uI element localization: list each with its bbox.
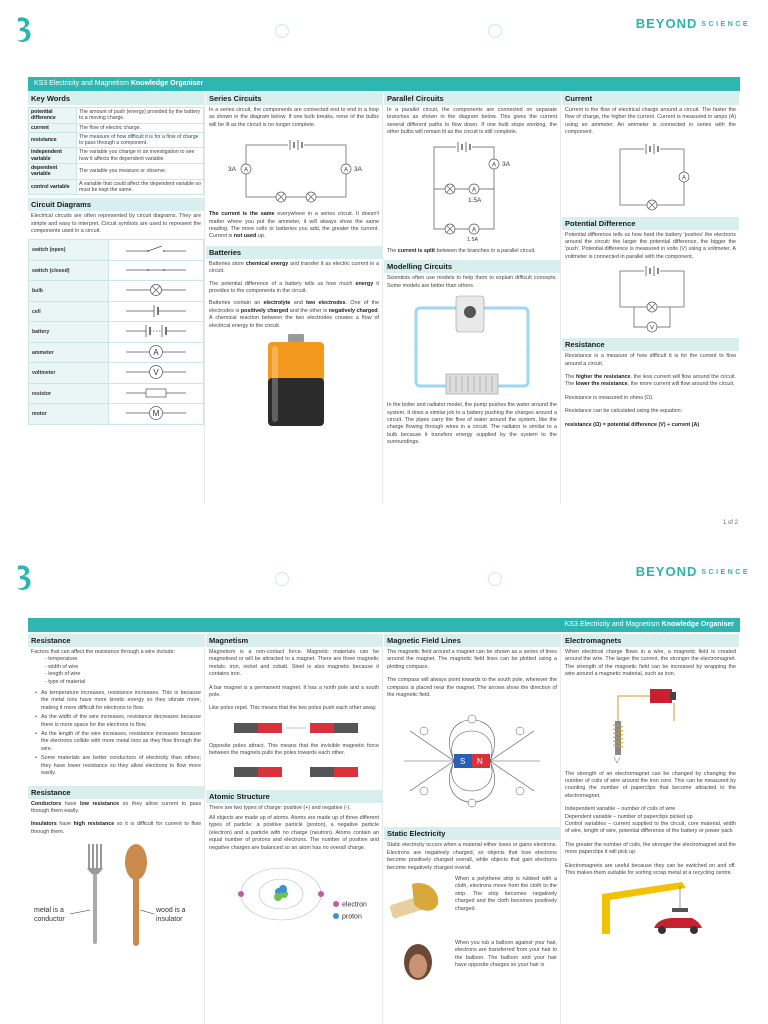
- parallel-circuit-diagram: [384, 139, 561, 237]
- resistance-factor-item: - length of wire: [45, 671, 81, 678]
- key-word-row: [29, 108, 204, 124]
- voltmeter-symbol-icon: [109, 363, 204, 384]
- section-title: Resistance: [28, 786, 204, 799]
- column-key-words: [28, 92, 205, 504]
- svg-text:A: A: [471, 187, 477, 194]
- circuit-symbol-name: bulb: [29, 281, 109, 302]
- circuit-symbol-row: [29, 281, 204, 302]
- section-title: Potential Difference: [562, 217, 739, 230]
- static-balloon-row: [384, 938, 560, 990]
- svg-text:A: A: [491, 162, 497, 169]
- electron-legend-icon: [333, 901, 339, 907]
- resistance-text: Resistance is a measure of how difficult it is for the current to flow around a circuit. The higher the resistance, the less current will flow around the circuit. The lower the resistance, the more current will flow around the circuit. Resistance is measured in ohms (Ω). Resistance can be calculated using the equation: resistance (Ω) = potential difference (V) ÷ current (A): [565, 353, 737, 428]
- svg-text:V: V: [153, 368, 159, 378]
- electromagnet-illustration: [562, 681, 739, 769]
- switch-closed-symbol-icon: [109, 260, 204, 281]
- key-word-term: control variable: [29, 179, 77, 195]
- atom-diagram: [206, 854, 383, 922]
- atomic-text: There are two types of charge: positive (+) and negative (-). All objects are made up of atoms. Atoms are made up of three different types of particle: a positive particle (proton), a negative particle (electron) and a particle with no charge (neutron). Atoms contain an equal number of protons and electrons. The number of positive and negative charges are balanced so an atom has no overall charge.: [209, 804, 379, 851]
- key-words-table: [28, 107, 204, 195]
- decorative-circle: [488, 572, 502, 586]
- boiler-radiator-model-diagram: [384, 292, 561, 400]
- page2-grid: [28, 634, 740, 1024]
- ammeter-symbol-icon: [109, 342, 204, 363]
- ammeter-circuit-diagram: [562, 139, 739, 211]
- parallel-text-2: The current is split between the branches in a parallel circuit.: [387, 248, 536, 255]
- section-title: Series Circuits: [206, 92, 382, 105]
- key-word-term: independent variable: [29, 148, 77, 164]
- svg-text:conductor: conductor: [34, 916, 65, 924]
- potential-difference-text: Potential difference tells us how hard the battery 'pushes' the electrons around the circuit: the larger the potential difference, the bigger the 'push'. Potential difference is measured in volts (V) using a voltmeter. A voltmeter is connected in parallel with the component.: [565, 231, 736, 260]
- svg-text:electron: electron: [342, 901, 367, 909]
- circuit-symbol-row: [29, 301, 204, 322]
- modelling-text: Scientists often use models to help them to explain difficult concepts. Some models are better than others.: [387, 275, 557, 289]
- key-word-term: resistance: [29, 132, 77, 148]
- batteries-text: Batteries store chemical energy and transfer it as electric current in a circuit. The potential difference of a battery tells us how much energy it provides to the components in the circuit. Batteries contain an electrolyte and two electrodes. One of the electrodes is positively charged and the other is negatively charged. A chemical reaction between the two electrodes creates a flow of electrical energy to the circuit.: [209, 260, 380, 329]
- resistance-factor-item: - temperature: [45, 656, 78, 663]
- static-text-3: When you rub a balloon against your hair, electrons are transferred from your hair to the balloon. The balloon and your hair have opposite charges so your hair is: [455, 940, 557, 969]
- column-resistance: [28, 634, 205, 1024]
- circuit-symbol-name: resistor: [29, 383, 109, 404]
- page-banner: KS3 Electricity and Magnetism Knowledge Organiser: [28, 618, 740, 632]
- modelling-text-2: In the boiler and radiator model, the pump pushes the water around the system. It does a similar job to a battery pushing the charges around a circuit. The pipes carry the flow of water around the system, like the charge flowing through wires in a circuit. The radiator is similar to a bulb because it transfers energy supplied by the system to the surroundings.: [387, 402, 557, 446]
- key-word-term: current: [29, 123, 77, 132]
- key-word-definition: The variable you measure or observe.: [77, 164, 204, 180]
- svg-text:A: A: [153, 347, 159, 357]
- decorative-circle: [275, 572, 289, 586]
- balloon-hair-illustration: [384, 938, 452, 990]
- electromagnets-text-2: The strength of an electromagnet can be changed by changing the number of coils of wire around the iron core. This can be measured by counting the number of paperclips that become attracted to the electromagnet. Independent variable – number of coils of wire Dependent variable – number of paperclips picked up Control variables – current supplied to the circuit, core material, width of wire, length of wire, potential difference of the battery or power pack The greater the number of coils, the stronger the electromagnet and the more paperclips it will pick up. Electromagnets are useful because they can be switched on and off. This makes them suitable for sorting scrap metal at a recycling centre.: [565, 770, 736, 877]
- fork-spoon-illustration: [28, 838, 205, 948]
- wooden-spoon-icon: [125, 844, 147, 946]
- section-title: Batteries: [206, 246, 382, 259]
- svg-text:proton: proton: [342, 913, 362, 921]
- column-electromagnets: [562, 634, 739, 1024]
- circuit-symbol-name: battery: [29, 322, 109, 343]
- beyond-logo-icon: [14, 564, 34, 592]
- magnets-repel-diagram: [206, 715, 383, 741]
- static-text: Static electricity occurs when a material either loses or gains electrons. Electrons are negatively charged, so objects that lose electrons become positively charged overall, while objects that gain electrons become negatively charged overall.: [387, 842, 557, 871]
- key-word-definition: The measure of how difficult it is for a flow of charge to pass through a component.: [77, 132, 204, 148]
- key-word-term: potential difference: [29, 108, 77, 124]
- svg-text:M: M: [152, 409, 160, 419]
- section-title: Resistance: [28, 634, 204, 647]
- page-2: [0, 548, 768, 1024]
- key-word-definition: A variable that could affect the dependent variable so must be kept the same.: [77, 179, 204, 195]
- key-word-row: [29, 148, 204, 164]
- brand-logo: BEYOND SCIENCE: [635, 564, 750, 579]
- section-title: Static Electricity: [384, 827, 560, 840]
- battery-symbol-icon: [109, 322, 204, 343]
- series-text-2: The current is the same everywhere in a series circuit. It doesn't matter where you put the ammeter, it will always show the same reading. The more cells or batteries you add, the greater the current. Current is not used up.: [209, 211, 379, 240]
- bulb-symbol-icon: [109, 281, 204, 302]
- magnets-attract-diagram: [206, 760, 383, 784]
- circuit-diagrams-intro: Electrical circuits are often represented by circuit diagrams. They are simple and easy to interpret. Circuit symbols are used to represent the components used in a circuit.: [31, 213, 201, 235]
- brand-logo: BEYOND SCIENCE: [635, 16, 750, 31]
- column-series: [206, 92, 383, 504]
- battery-illustration: [206, 332, 383, 432]
- svg-text:A: A: [471, 227, 477, 234]
- section-title: Parallel Circuits: [384, 92, 560, 105]
- circuit-symbol-row: [29, 383, 204, 404]
- key-word-row: [29, 164, 204, 180]
- section-title: Magnetic Field Lines: [384, 634, 560, 647]
- resistance-factor-item: - width of wire: [45, 663, 79, 670]
- parallel-branch1-current-label: 1.5A: [468, 196, 482, 204]
- resistor-symbol-icon: [109, 383, 204, 404]
- fork-icon: [87, 844, 103, 944]
- svg-text:A: A: [681, 175, 687, 182]
- voltmeter-circuit-diagram: [562, 263, 739, 335]
- circuit-symbol-row: [29, 322, 204, 343]
- parallel-main-current-label: 3A: [502, 160, 510, 168]
- page-banner: KS3 Electricity and Magnetism Knowledge Organiser: [28, 77, 740, 91]
- section-title: Key Words: [28, 92, 204, 105]
- resistance-factor-item: - type of material: [45, 678, 86, 685]
- circuit-symbol-row: [29, 342, 204, 363]
- key-word-definition: The variable you change in an investigation to see how it affects the dependent variable.: [77, 148, 204, 164]
- south-pole-label: S: [460, 757, 466, 767]
- electromagnets-text: When electrical charge flows in a wire, a magnetic field is created around the wire. The larger the current, the stronger the electromagnet. The strength of the magnetic field can be increased by wrapping the wire around a magnetic material, such as iron.: [565, 649, 736, 678]
- resistance-factor-bullet: • As the length of the wire increases, resistance increases because the electrons collide with more metal ions as they flow through the wire.: [35, 731, 201, 753]
- circuit-symbol-name: voltmeter: [29, 363, 109, 384]
- circuit-symbol-name: cell: [29, 301, 109, 322]
- resistance-factor-bullet: • As the width of the wire increases, resistance decreases because there is more space for the electrons to flow.: [35, 714, 201, 729]
- north-pole-label: N: [477, 757, 483, 767]
- key-word-definition: The amount of push (energy) provided by the battery to a moving charge.: [77, 108, 204, 124]
- circuit-symbol-row: [29, 260, 204, 281]
- static-text-2: When a polythene strip is rubbed with a cloth, electrons move from the cloth to the strip. The strip becomes negatively charged and the cloth becomes positively charged.: [455, 876, 557, 912]
- resistance-factor-bullet: • As temperature increases, resistance increases. This is because the metal ions have more kinetic energy so they vibrate more, making it more difficult for electrons to flow.: [35, 690, 201, 712]
- column-current: [562, 92, 739, 504]
- cell-symbol-icon: [109, 301, 204, 322]
- svg-text:A: A: [243, 167, 249, 174]
- circuit-symbol-name: switch (open): [29, 240, 109, 261]
- section-title: Current: [562, 92, 739, 105]
- key-word-row: [29, 179, 204, 195]
- section-title: Resistance: [562, 338, 739, 351]
- section-title: Circuit Diagrams: [28, 198, 204, 211]
- circuit-symbol-row: [29, 404, 204, 425]
- circuit-symbols-table: [28, 239, 204, 425]
- circuit-symbol-row: [29, 363, 204, 384]
- parallel-branch2-label-row: 1.5A: [467, 236, 479, 243]
- key-word-definition: The flow of electric charge.: [77, 123, 204, 132]
- resistance-factor-bullet: • Some materials are better conductors of electricity than others; they have lower resistance so they allow electrons to flow more easily.: [35, 755, 201, 777]
- switch-open-symbol-icon: [109, 240, 204, 261]
- section-title: Atomic Structure: [206, 790, 382, 803]
- section-title: Electromagnets: [562, 634, 739, 647]
- key-word-term: dependent variable: [29, 164, 77, 180]
- static-rubbing-row: [384, 874, 560, 938]
- conductors-text: Conductors have low resistance so they allow current to pass through them easily. Insulators have high resistance so it is difficult for current to flow through them.: [31, 800, 202, 835]
- circuit-symbol-name: motor: [29, 404, 109, 425]
- polythene-strip-cloth-illustration: [384, 874, 452, 938]
- page1-grid: [28, 92, 740, 504]
- series-current-right-label: 3A: [354, 166, 362, 174]
- decorative-circle: [275, 24, 289, 38]
- section-title: Magnetism: [206, 634, 382, 647]
- magnetism-text: Magnetism is a non-contact force. Magnetic materials can be magnetised or will be attracted to a magnet. There are three magnetic metals: iron, nickel and cobalt. Steel is also magnetic because it contains iron. A bar magnet is a permanent magnet. It has a north pole and a south pole. Like poles repel. This means that the two poles push each other away.: [209, 649, 379, 712]
- svg-text:A: A: [343, 167, 349, 174]
- field-lines-text: The magnetic field around a magnet can be shown as a series of lines around the magnet. The magnetic field lines can be plotted using a plotting compass. The compass will always point towards to the south pole, wherever the compass is placed near the magnet. The arrows show the direction of the magnetic field.: [387, 649, 557, 699]
- magnetic-field-lines-diagram: [384, 701, 561, 821]
- key-word-row: [29, 132, 204, 148]
- series-text: In a series circuit, the components are connected end to end in a loop as shown in the diagram below. If one bulb breaks, none of the bulbs will be lit as the circuit is no longer complete.: [209, 107, 379, 128]
- decorative-circle: [488, 24, 502, 38]
- column-parallel: [384, 92, 561, 504]
- parallel-text: In a parallel circuit, the components are connected on separate branches as shown in the diagram below. This gives the current several different paths to flow down. If one bulb stops working, the other bulbs will remain lit as the circuit is still complete.: [387, 107, 557, 136]
- column-magnetism: [206, 634, 383, 1024]
- proton-legend-icon: [333, 913, 339, 919]
- svg-text:V: V: [649, 325, 655, 332]
- svg-text:insulator: insulator: [156, 916, 183, 924]
- circuit-symbol-name: switch (closed): [29, 260, 109, 281]
- beyond-logo-icon: [14, 16, 34, 44]
- svg-text:wood is a: wood is a: [156, 907, 186, 915]
- key-word-row: [29, 123, 204, 132]
- scrapyard-crane-illustration: [562, 880, 739, 934]
- motor-symbol-icon: [109, 404, 204, 425]
- series-circuit-diagram: [206, 131, 383, 209]
- page-number: 1 of 2: [722, 520, 738, 526]
- current-text: Current is the flow of electrical charge around a circuit. The faster the flow of charge, the higher the current. Current is measured in amps (A) using an ammeter. An ammeter is connected in series with the component.: [565, 107, 736, 136]
- circuit-symbol-name: ammeter: [29, 342, 109, 363]
- metal-conductor-label: metal is a: [34, 907, 64, 915]
- resistance-factors-text: Factors that can affect the resistance through a wire include: - temperature - width of wire - length of wire - type of material • As temperature increases, resistance increases. This is because the metal ions have more kinetic energy so they vibrate more, making it more difficult for electrons to flow. • As the width of the wire increases, resistance decreases because there is more space for the electrons to flow. • As the length of the wire increases, resistance increases because the electrons collide with more metal ions as they flow through the wire. • Some materials are better conductors of electricity than others; they have lower resistance so they allow electrons to flow more easily.: [28, 647, 204, 782]
- circuit-symbol-row: [29, 240, 204, 261]
- series-current-left-label: 3A: [228, 166, 236, 174]
- column-field-lines: [384, 634, 561, 1024]
- magnetism-text-2: Opposite poles attract. This means that the invisible magnetic force between the magnets pulls the poles towards each other.: [209, 742, 379, 757]
- section-title: Modelling Circuits: [384, 260, 560, 273]
